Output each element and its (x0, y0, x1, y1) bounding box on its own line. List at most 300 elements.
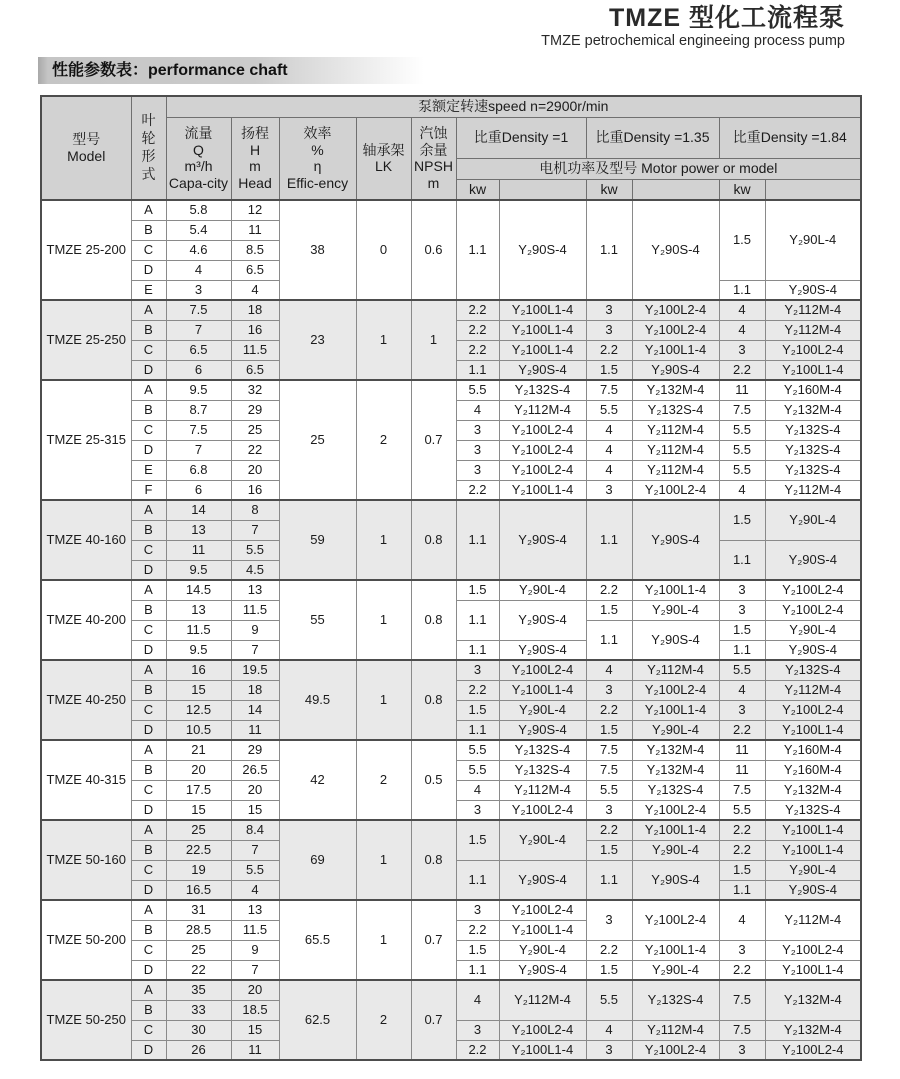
cell-model: TMZE 40-315 (41, 740, 131, 820)
cell-motor-model: Y₂112M-4 (632, 440, 719, 460)
cell-kw: 1.5 (456, 820, 499, 860)
cell-kw: 1.1 (586, 860, 632, 900)
cell-kw: 5.5 (719, 660, 765, 680)
cell-kw: 7.5 (719, 400, 765, 420)
cell-kw: 5.5 (456, 380, 499, 400)
cell-capacity: 9.5 (166, 380, 231, 400)
cell-kw: 2.2 (719, 840, 765, 860)
cell-kw: 1.1 (456, 600, 499, 640)
header-motor-model-blank (765, 179, 861, 200)
cell-bearing-lk: 1 (356, 660, 411, 740)
header-density-0: 比重Density =1 (456, 117, 586, 158)
header-line: NPSH (414, 158, 453, 175)
cell-motor-model: Y₂100L1-4 (765, 960, 861, 980)
cell-motor-model: Y₂90S-4 (499, 640, 586, 660)
cell-motor-model: Y₂100L2-4 (765, 700, 861, 720)
cell-head: 29 (231, 740, 279, 760)
cell-motor-model: Y₂100L1-4 (499, 920, 586, 940)
cell-head: 7 (231, 520, 279, 540)
cell-efficiency: 49.5 (279, 660, 356, 740)
cell-model: TMZE 50-200 (41, 900, 131, 980)
cell-impeller-form: B (131, 840, 166, 860)
cell-capacity: 13 (166, 520, 231, 540)
cell-capacity: 14 (166, 500, 231, 520)
cell-kw: 1.1 (719, 540, 765, 580)
cell-capacity: 11 (166, 540, 231, 560)
cell-kw: 3 (586, 800, 632, 820)
table-row (41, 380, 861, 400)
performance-table (40, 95, 862, 1061)
cell-head: 20 (231, 980, 279, 1000)
cell-kw: 3 (456, 1020, 499, 1040)
cell-motor-model: Y₂100L2-4 (765, 600, 861, 620)
cell-kw: 5.5 (719, 800, 765, 820)
cell-impeller-form: D (131, 1040, 166, 1060)
cell-motor-model: Y₂100L1-4 (765, 720, 861, 740)
cell-bearing-lk: 1 (356, 500, 411, 580)
header-line: 流量 (184, 125, 213, 142)
header-line: 扬程 (241, 125, 269, 142)
cell-motor-model: Y₂100L2-4 (499, 440, 586, 460)
cell-motor-model: Y₂100L1-4 (765, 360, 861, 380)
cell-head: 6.5 (231, 260, 279, 280)
cell-capacity: 30 (166, 1020, 231, 1040)
cell-motor-model: Y₂90L-4 (632, 960, 719, 980)
cell-capacity: 5.8 (166, 200, 231, 220)
cell-head: 8 (231, 500, 279, 520)
cell-motor-model: Y₂100L2-4 (499, 460, 586, 480)
cell-motor-model: Y₂112M-4 (765, 320, 861, 340)
cell-kw: 2.2 (719, 820, 765, 840)
table-row (41, 200, 861, 220)
cell-motor-model: Y₂112M-4 (632, 1020, 719, 1040)
header-line: m (249, 158, 261, 175)
cell-motor-model: Y₂90L-4 (499, 580, 586, 600)
cell-head: 12 (231, 200, 279, 220)
cell-npsh: 0.5 (411, 740, 456, 820)
cell-head: 32 (231, 380, 279, 400)
cell-head: 13 (231, 580, 279, 600)
cell-head: 7 (231, 640, 279, 660)
cell-efficiency: 25 (279, 380, 356, 500)
page-title: TMZE 型化工流程泵 (609, 4, 845, 32)
cell-impeller-form: A (131, 380, 166, 400)
cell-kw: 2.2 (456, 340, 499, 360)
cell-motor-model: Y₂112M-4 (765, 480, 861, 500)
cell-motor-model: Y₂100L2-4 (765, 340, 861, 360)
cell-impeller-form: A (131, 300, 166, 320)
header-motor-model-blank (632, 179, 719, 200)
table-row (41, 980, 861, 1000)
header-line: Q (193, 141, 204, 158)
header-line: m (427, 174, 440, 191)
cell-motor-model: Y₂100L2-4 (499, 420, 586, 440)
cell-head: 13 (231, 900, 279, 920)
table-row (41, 900, 861, 920)
cell-impeller-form: C (131, 940, 166, 960)
cell-kw: 5.5 (586, 400, 632, 420)
cell-kw: 4 (586, 440, 632, 460)
cell-kw: 2.2 (586, 820, 632, 840)
cell-motor-model: Y₂90L-4 (765, 860, 861, 880)
cell-head: 6.5 (231, 360, 279, 380)
table-row (41, 580, 861, 600)
cell-capacity: 28.5 (166, 920, 231, 940)
cell-kw: 1.5 (456, 700, 499, 720)
cell-kw: 5.5 (719, 420, 765, 440)
cell-head: 11 (231, 1040, 279, 1060)
cell-motor-model: Y₂100L2-4 (765, 940, 861, 960)
cell-model: TMZE 40-200 (41, 580, 131, 660)
cell-kw: 3 (586, 680, 632, 700)
cell-motor-model: Y₂100L2-4 (632, 680, 719, 700)
cell-motor-model: Y₂100L1-4 (632, 580, 719, 600)
cell-kw: 2.2 (719, 720, 765, 740)
cell-motor-model: Y₂132M-4 (632, 740, 719, 760)
cell-kw: 1.1 (456, 720, 499, 740)
cell-head: 15 (231, 1020, 279, 1040)
cell-capacity: 9.5 (166, 640, 231, 660)
cell-npsh: 0.8 (411, 580, 456, 660)
cell-kw: 3 (719, 1040, 765, 1060)
cell-bearing-lk: 1 (356, 820, 411, 900)
cell-impeller-form: D (131, 720, 166, 740)
header-line: 轴承架 (362, 141, 405, 158)
cell-capacity: 35 (166, 980, 231, 1000)
cell-impeller-form: C (131, 620, 166, 640)
cell-kw: 1.1 (456, 860, 499, 900)
cell-bearing-lk: 2 (356, 980, 411, 1060)
cell-kw: 1.5 (719, 620, 765, 640)
cell-kw: 3 (719, 580, 765, 600)
cell-impeller-form: C (131, 860, 166, 880)
cell-kw: 1.1 (456, 640, 499, 660)
cell-kw: 4 (456, 980, 499, 1020)
cell-kw: 1.1 (719, 280, 765, 300)
cell-motor-model: Y₂100L1-4 (765, 820, 861, 840)
cell-kw: 2.2 (586, 580, 632, 600)
cell-impeller-form: B (131, 1000, 166, 1020)
cell-efficiency: 59 (279, 500, 356, 580)
cell-efficiency: 38 (279, 200, 356, 300)
cell-impeller-form: A (131, 580, 166, 600)
cell-motor-model: Y₂100L2-4 (632, 800, 719, 820)
cell-motor-model: Y₂132S-4 (499, 380, 586, 400)
cell-kw: 3 (719, 600, 765, 620)
cell-efficiency: 23 (279, 300, 356, 380)
cell-kw: 3 (719, 700, 765, 720)
cell-impeller-form: B (131, 220, 166, 240)
cell-kw: 3 (456, 460, 499, 480)
header-line: m³/h (184, 158, 213, 175)
cell-motor-model: Y₂160M-4 (765, 760, 861, 780)
header-line: 型号 (72, 131, 101, 148)
header-density-2: 比重Density =1.84 (719, 117, 861, 158)
cell-motor-model: Y₂90S-4 (499, 860, 586, 900)
cell-bearing-lk: 2 (356, 740, 411, 820)
cell-motor-model: Y₂100L1-4 (765, 840, 861, 860)
cell-kw: 11 (719, 380, 765, 400)
cell-impeller-form: D (131, 260, 166, 280)
page-header (40, 4, 845, 50)
cell-motor-model: Y₂90L-4 (765, 200, 861, 280)
cell-capacity: 6.8 (166, 460, 231, 480)
cell-capacity: 6.5 (166, 340, 231, 360)
cell-head: 8.5 (231, 240, 279, 260)
cell-model: TMZE 40-250 (41, 660, 131, 740)
cell-kw: 3 (586, 1040, 632, 1060)
header-kw: kw (456, 179, 499, 200)
cell-capacity: 3 (166, 280, 231, 300)
cell-capacity: 16.5 (166, 880, 231, 900)
cell-kw: 3 (586, 320, 632, 340)
cell-capacity: 5.4 (166, 220, 231, 240)
cell-kw: 7.5 (586, 380, 632, 400)
cell-motor-model: Y₂132S-4 (765, 460, 861, 480)
cell-npsh: 0.8 (411, 500, 456, 580)
cell-model: TMZE 50-250 (41, 980, 131, 1060)
cell-capacity: 22 (166, 960, 231, 980)
cell-head: 7 (231, 840, 279, 860)
cell-npsh: 0.8 (411, 660, 456, 740)
cell-model: TMZE 25-200 (41, 200, 131, 300)
cell-kw: 1.5 (586, 720, 632, 740)
cell-motor-model: Y₂90S-4 (499, 960, 586, 980)
cell-kw: 1.1 (456, 960, 499, 980)
cell-kw: 1.5 (586, 960, 632, 980)
cell-motor-model: Y₂100L1-4 (632, 340, 719, 360)
cell-efficiency: 62.5 (279, 980, 356, 1060)
cell-impeller-form: A (131, 980, 166, 1000)
cell-capacity: 25 (166, 820, 231, 840)
cell-efficiency: 55 (279, 580, 356, 660)
cell-motor-model: Y₂132M-4 (765, 1020, 861, 1040)
header-line: 汽蚀 (419, 125, 448, 142)
cell-impeller-form: C (131, 780, 166, 800)
cell-capacity: 20 (166, 760, 231, 780)
cell-impeller-form: B (131, 400, 166, 420)
cell-motor-model: Y₂132M-4 (765, 400, 861, 420)
cell-bearing-lk: 0 (356, 200, 411, 300)
cell-kw: 7.5 (586, 740, 632, 760)
cell-impeller-form: C (131, 1020, 166, 1040)
cell-npsh: 0.6 (411, 200, 456, 300)
cell-head: 9 (231, 620, 279, 640)
cell-kw: 3 (456, 660, 499, 680)
cell-motor-model: Y₂90L-4 (765, 620, 861, 640)
cell-head: 5.5 (231, 540, 279, 560)
cell-motor-model: Y₂112M-4 (765, 900, 861, 940)
cell-kw: 4 (456, 780, 499, 800)
cell-kw: 1.1 (456, 360, 499, 380)
table-row (41, 660, 861, 680)
cell-kw: 1.1 (586, 500, 632, 580)
cell-kw: 5.5 (586, 780, 632, 800)
header-density-1: 比重Density =1.35 (586, 117, 719, 158)
cell-capacity: 8.7 (166, 400, 231, 420)
cell-bearing-lk: 2 (356, 380, 411, 500)
cell-npsh: 0.8 (411, 820, 456, 900)
cell-motor-model: Y₂112M-4 (632, 420, 719, 440)
cell-kw: 2.2 (719, 960, 765, 980)
cell-capacity: 7 (166, 320, 231, 340)
header-motor-model-blank (499, 179, 586, 200)
cell-motor-model: Y₂90L-4 (499, 700, 586, 720)
cell-kw: 4 (719, 680, 765, 700)
cell-kw: 4 (719, 300, 765, 320)
cell-capacity: 4 (166, 260, 231, 280)
cell-motor-model: Y₂132S-4 (765, 420, 861, 440)
cell-head: 20 (231, 780, 279, 800)
cell-kw: 2.2 (456, 1040, 499, 1060)
cell-motor-model: Y₂100L2-4 (499, 900, 586, 920)
cell-kw: 4 (586, 660, 632, 680)
header-bearing-lk (356, 117, 411, 200)
cell-model: TMZE 25-315 (41, 380, 131, 500)
cell-capacity: 7.5 (166, 420, 231, 440)
cell-efficiency: 69 (279, 820, 356, 900)
cell-head: 9 (231, 940, 279, 960)
cell-head: 29 (231, 400, 279, 420)
cell-kw: 5.5 (719, 440, 765, 460)
header-line: H (249, 141, 261, 158)
cell-capacity: 7.5 (166, 300, 231, 320)
cell-impeller-form: C (131, 240, 166, 260)
cell-kw: 4 (586, 460, 632, 480)
cell-motor-model: Y₂132S-4 (765, 800, 861, 820)
cell-motor-model: Y₂90S-4 (765, 540, 861, 580)
cell-head: 16 (231, 320, 279, 340)
cell-capacity: 19 (166, 860, 231, 880)
table-row (41, 740, 861, 760)
cell-head: 11 (231, 720, 279, 740)
cell-impeller-form: E (131, 280, 166, 300)
cell-kw: 2.2 (586, 340, 632, 360)
cell-head: 8.4 (231, 820, 279, 840)
cell-kw: 7.5 (586, 760, 632, 780)
cell-capacity: 17.5 (166, 780, 231, 800)
cell-model: TMZE 50-160 (41, 820, 131, 900)
cell-efficiency: 65.5 (279, 900, 356, 980)
header-impeller-form (131, 96, 166, 200)
header-line: Model (67, 148, 106, 164)
cell-capacity: 4.6 (166, 240, 231, 260)
cell-motor-model: Y₂90S-4 (632, 200, 719, 300)
cell-kw: 1.1 (456, 200, 499, 300)
cell-motor-model: Y₂100L2-4 (632, 300, 719, 320)
cell-impeller-form: D (131, 880, 166, 900)
cell-kw: 11 (719, 760, 765, 780)
cell-impeller-form: B (131, 680, 166, 700)
cell-capacity: 22.5 (166, 840, 231, 860)
cell-impeller-form: D (131, 560, 166, 580)
cell-motor-model: Y₂90S-4 (632, 360, 719, 380)
cell-impeller-form: A (131, 740, 166, 760)
section-title-bar: 性能参数表：performance chaft (38, 57, 432, 84)
cell-npsh: 0.7 (411, 380, 456, 500)
cell-motor-model: Y₂100L2-4 (499, 1020, 586, 1040)
cell-motor-model: Y₂90S-4 (499, 500, 586, 580)
cell-head: 11.5 (231, 920, 279, 940)
cell-capacity: 13 (166, 600, 231, 620)
cell-motor-model: Y₂100L1-4 (632, 940, 719, 960)
page-subtitle: TMZE petrochemical engineeing process pump (541, 32, 845, 49)
cell-head: 15 (231, 800, 279, 820)
cell-kw: 1.1 (719, 880, 765, 900)
cell-bearing-lk: 1 (356, 900, 411, 980)
cell-head: 11.5 (231, 340, 279, 360)
header-kw: kw (586, 179, 632, 200)
cell-capacity: 10.5 (166, 720, 231, 740)
cell-motor-model: Y₂90L-4 (632, 600, 719, 620)
cell-motor-model: Y₂100L2-4 (632, 1040, 719, 1060)
cell-kw: 1.5 (719, 200, 765, 280)
cell-efficiency: 42 (279, 740, 356, 820)
cell-kw: 3 (719, 940, 765, 960)
cell-kw: 3 (586, 300, 632, 320)
cell-motor-model: Y₂100L1-4 (632, 820, 719, 840)
cell-head: 4 (231, 280, 279, 300)
cell-impeller-form: D (131, 440, 166, 460)
cell-kw: 1.1 (586, 620, 632, 660)
cell-kw: 1.1 (586, 200, 632, 300)
cell-kw: 1.5 (719, 500, 765, 540)
cell-head: 4 (231, 880, 279, 900)
table-row (41, 300, 861, 320)
cell-motor-model: Y₂90L-4 (632, 840, 719, 860)
cell-head: 19.5 (231, 660, 279, 680)
header-motor-power: 电机功率及型号 Motor power or model (456, 158, 861, 179)
cell-capacity: 15 (166, 800, 231, 820)
cell-motor-model: Y₂132S-4 (632, 400, 719, 420)
cell-kw: 3 (456, 800, 499, 820)
header-line: 余量 (419, 141, 448, 158)
cell-motor-model: Y₂100L1-4 (499, 480, 586, 500)
cell-motor-model: Y₂132S-4 (499, 760, 586, 780)
cell-motor-model: Y₂100L2-4 (765, 1040, 861, 1060)
header-model (41, 96, 131, 200)
cell-kw: 1.5 (456, 940, 499, 960)
cell-motor-model: Y₂100L1-4 (499, 1040, 586, 1060)
cell-motor-model: Y₂90S-4 (632, 620, 719, 660)
header-head (231, 117, 279, 200)
header-line: Capa-city (168, 174, 229, 191)
cell-head: 16 (231, 480, 279, 500)
cell-kw: 3 (456, 900, 499, 920)
cell-motor-model: Y₂90L-4 (499, 940, 586, 960)
cell-kw: 4 (719, 320, 765, 340)
cell-motor-model: Y₂112M-4 (499, 780, 586, 800)
cell-impeller-form: C (131, 340, 166, 360)
cell-motor-model: Y₂100L2-4 (632, 480, 719, 500)
cell-impeller-form: B (131, 520, 166, 540)
cell-kw: 1.5 (586, 600, 632, 620)
cell-kw: 3 (586, 900, 632, 940)
header-kw: kw (719, 179, 765, 200)
cell-impeller-form: A (131, 820, 166, 840)
cell-motor-model: Y₂132M-4 (632, 760, 719, 780)
cell-kw: 3 (586, 480, 632, 500)
cell-kw: 2.2 (456, 300, 499, 320)
cell-motor-model: Y₂100L2-4 (632, 320, 719, 340)
cell-kw: 1.5 (456, 580, 499, 600)
cell-motor-model: Y₂90L-4 (765, 500, 861, 540)
cell-capacity: 33 (166, 1000, 231, 1020)
cell-kw: 5.5 (586, 980, 632, 1020)
cell-motor-model: Y₂132S-4 (499, 740, 586, 760)
cell-kw: 1.5 (586, 840, 632, 860)
cell-capacity: 15 (166, 680, 231, 700)
